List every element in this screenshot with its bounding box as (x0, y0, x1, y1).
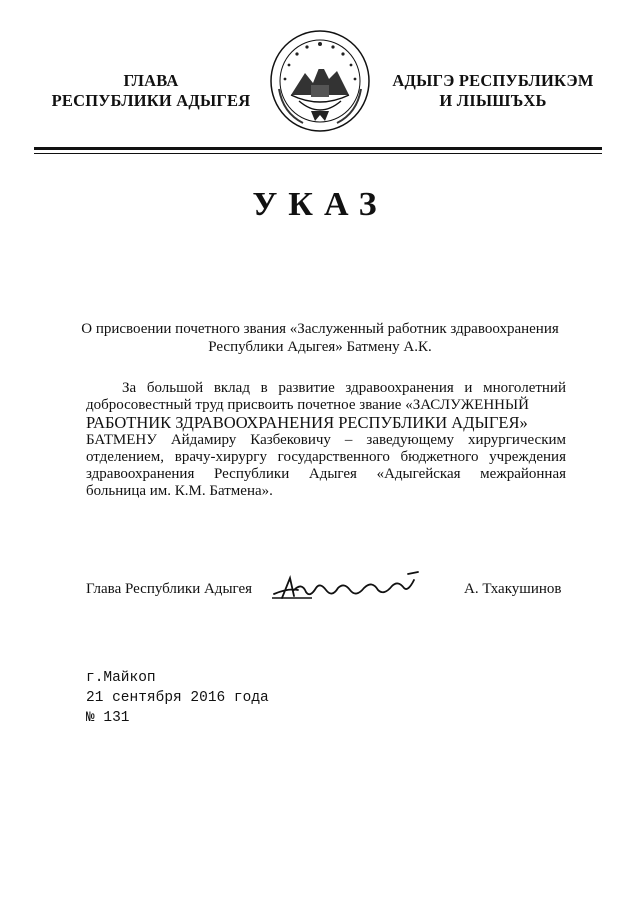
honorary-title: РАБОТНИК ЗДРАВООХРАНЕНИЯ РЕСПУБЛИКИ АДЫГЕЯ» (86, 413, 528, 432)
header-rule-thin (34, 153, 602, 154)
header-rule-thick (34, 147, 602, 150)
document-type: УКАЗ (252, 186, 388, 223)
signer-name: А. Тхакушинов (464, 581, 562, 597)
handwritten-signature-icon (268, 568, 428, 608)
header-right (378, 71, 608, 111)
coat-of-arms-icon (269, 29, 371, 134)
document-footer (86, 668, 269, 728)
header-left (40, 71, 262, 111)
document-subject: О присвоении почетного звания «Заслуженный работник здравоохранения Республики Адыгея» Батмену А.К. (81, 321, 559, 355)
body-paragraph-recipient: БАТМЕНУ Айдамиру Казбековичу – заведующему хирургическим отделением, врачу-хирургу государственного бюджетного учреждения здравоохранения Республики Адыгея «Адыгейская межрайонная больница им. К.М. Батмена». (86, 432, 566, 499)
header-left-line1: ГЛАВА (123, 71, 179, 90)
signer-title: Глава Республики Адыгея (86, 581, 253, 597)
document-body (86, 380, 566, 500)
header-right-line1: АДЫГЭ РЕСПУБЛИКЭМ (392, 71, 594, 90)
footer-city: г.Майкоп (86, 670, 156, 686)
footer-number: № 131 (86, 710, 130, 726)
footer-date: 21 сентября 2016 года (86, 690, 269, 706)
header-right-line2: И ЛІЫШЪХЬ (439, 91, 547, 110)
header-left-line2: РЕСПУБЛИКИ АДЫГЕЯ (51, 91, 251, 110)
body-paragraph-line1: За большой вклад в развитие здравоохранения и многолетний добросовестный труд присвоить почетное звание «ЗАСЛУЖЕННЫЙ (86, 380, 566, 413)
